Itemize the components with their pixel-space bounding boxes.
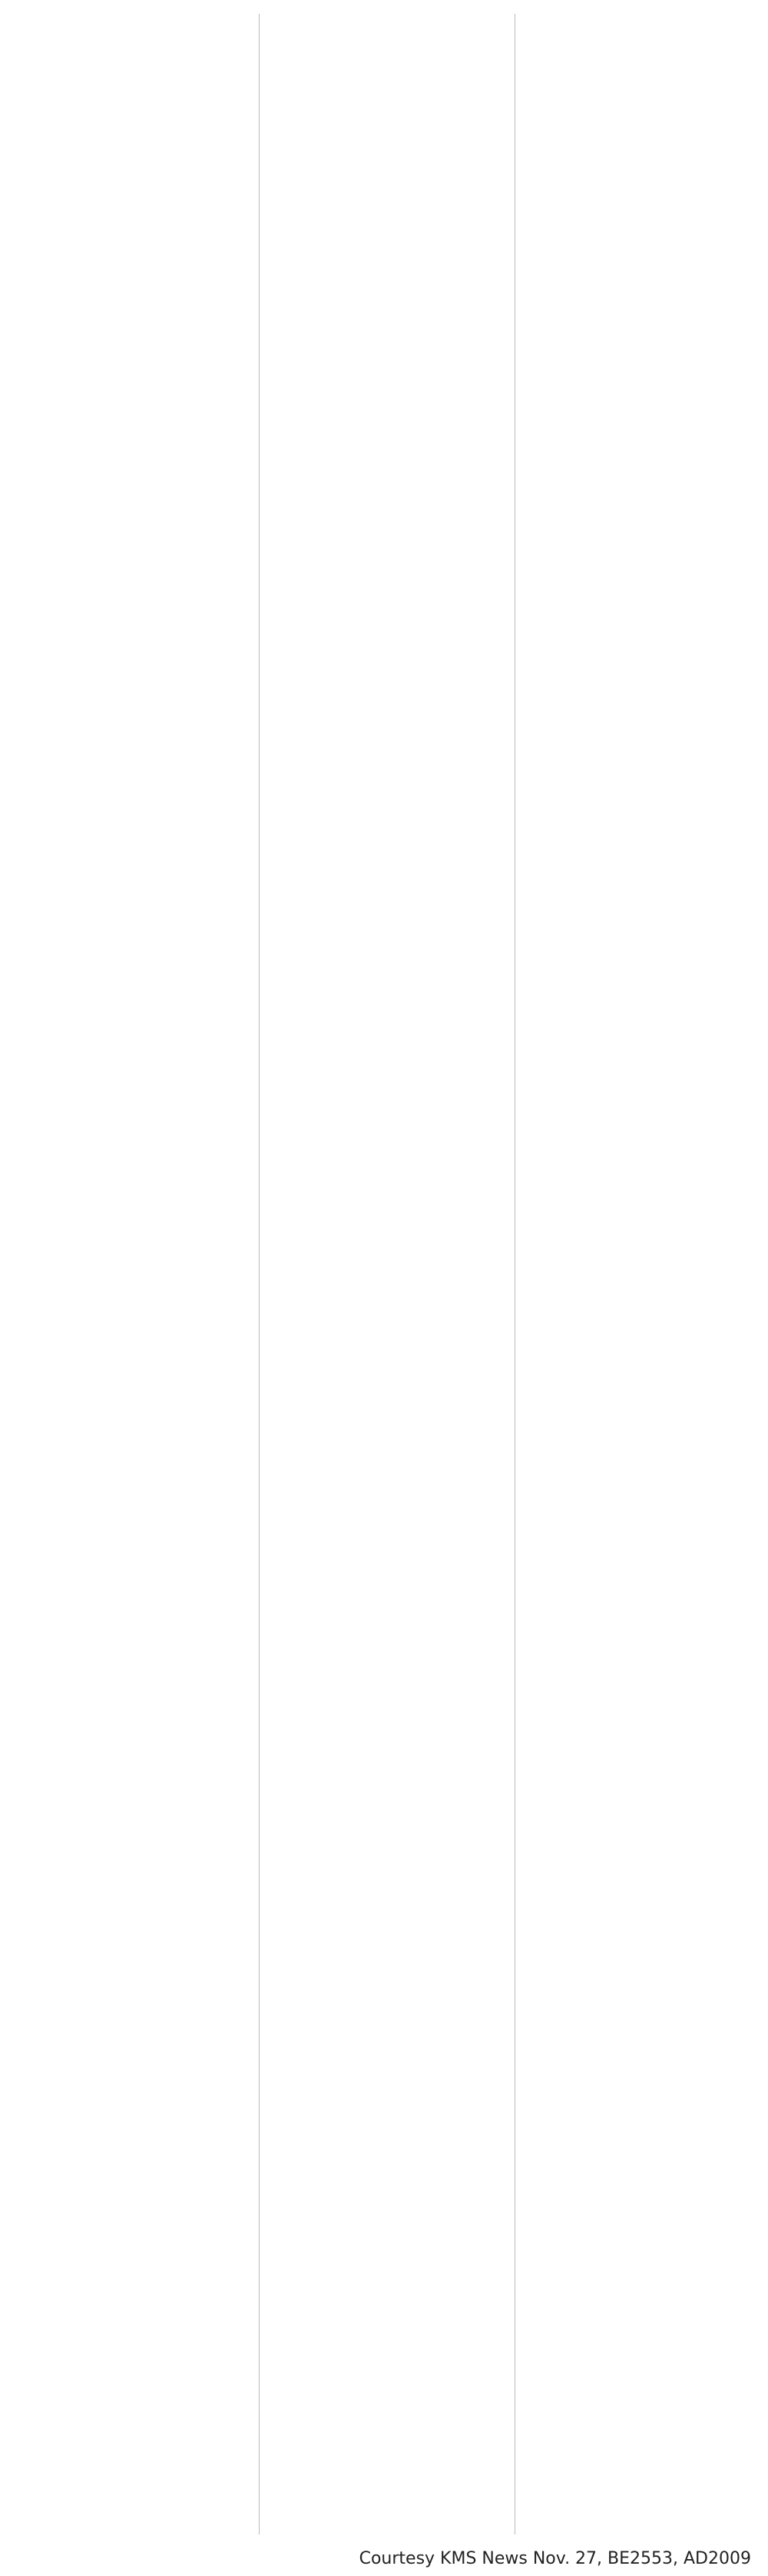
article-paragraph <box>270 158 498 181</box>
article-columns <box>14 14 754 2535</box>
article-paragraph <box>526 122 754 144</box>
article-paragraph <box>14 58 242 80</box>
article-paragraph <box>14 130 242 152</box>
article-paragraph <box>270 194 498 217</box>
article-paragraph <box>270 122 498 144</box>
article-paragraph <box>270 231 498 253</box>
article-paragraph <box>526 158 754 181</box>
article-paragraph <box>14 94 242 116</box>
article-paragraph <box>14 166 242 188</box>
article-paragraph <box>14 202 242 224</box>
article-column-2 <box>259 14 498 2535</box>
source-credit: Courtesy KMS News Nov. 27, BE2553, AD2009 <box>359 2549 751 2568</box>
article-paragraph <box>526 14 754 36</box>
article-paragraph <box>270 86 498 108</box>
article-paragraph <box>526 50 754 72</box>
article-paragraph <box>270 14 498 36</box>
article-column-1 <box>14 14 242 2535</box>
article-column-3 <box>515 14 754 2535</box>
article-paragraph <box>270 50 498 72</box>
article-paragraph <box>526 86 754 108</box>
article-paragraph <box>526 194 754 217</box>
article-paragraph <box>14 22 242 44</box>
